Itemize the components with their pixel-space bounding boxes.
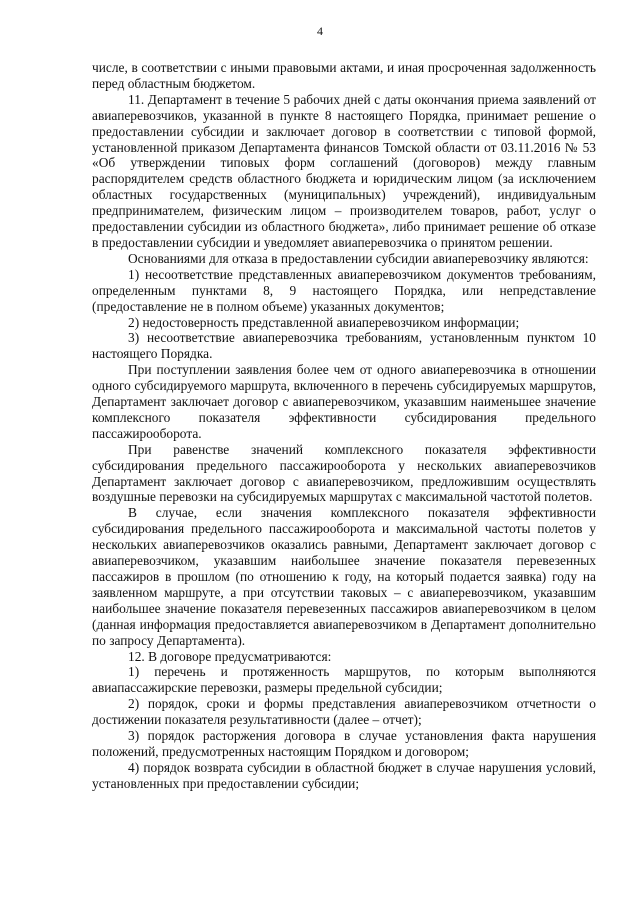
paragraph: При поступлении заявления более чем от одного авиаперевозчика в отношении одного субсидируемого маршрута, включенного в перечень субсидируемых маршрутов, Департамент заключает договор с авиаперевозчиком, указавшим наименьшее значение комплексного показателя эффективности субсидирования предельного пассажирооборота. bbox=[92, 362, 596, 441]
paragraph: При равенстве значений комплексного показателя эффективности субсидирования предельного пассажирооборота у нескольких авиаперевозчиков Департамент заключает договор с авиаперевозчиком, предложившим осуществлять воздушные перевозки на субсидируемых маршрутах с максимальной частотой полетов. bbox=[92, 441, 596, 505]
document-body bbox=[92, 60, 596, 792]
paragraph-item-11: 11. Департамент в течение 5 рабочих дней с даты окончания приема заявлений от авиаперевозчиков, указанной в пункте 8 настоящего Порядка, принимает решение о предоставлении субсидии и заключает договор в соответствии с типовой формой, установленной приказом Департамента финансов Томской области от 03.11.2016 № 53 «Об утверждении типовых форм соглашений (договоров) между главным распорядителем средств областного бюджета и юридическим лицом (за исключением областных государственных (муниципальных) учреждений), индивидуальным предпринимателем, физическим лицом – производителем товаров, работ, услуг о предоставлении субсидии из областного бюджета», либо принимает решение об отказе в предоставлении субсидии и уведомляет авиаперевозчика о принятом решении. bbox=[92, 91, 596, 250]
paragraph: Основаниями для отказа в предоставлении субсидии авиаперевозчику являются: bbox=[128, 250, 589, 266]
list-item: 2) недостоверность представленной авиаперевозчиком информации; bbox=[128, 314, 520, 330]
list-item: 4) порядок возврата субсидии в областной бюджет в случае нарушения условий, установленных при предоставлении субсидии; bbox=[92, 759, 596, 791]
paragraph: числе, в соответствии с иными правовыми актами, и иная просроченная задолженность перед областным бюджетом. bbox=[92, 60, 596, 91]
paragraph: В случае, если значения комплексного показателя эффективности субсидирования предельного пассажирооборота и максимальной частоты полетов у нескольких авиаперевозчиков оказались равными, Департамент заключает договор с авиаперевозчиком, указавшим наибольшее значение показателя перевезенных пассажиров в прошлом (по отношению к году, на который подается заявка) году на заявленном маршруте, а при отсутствии таковых – с авиаперевозчиком, указавшим наибольшее значение показателя перевезенных пассажиров авиаперевозчиком в целом (данная информация предоставляется авиаперевозчиком в Департамент дополнительно по запросу Департамента). bbox=[92, 505, 596, 648]
list-item: 3) несоответствие авиаперевозчика требованиям, установленным пунктом 10 настоящего Порядка. bbox=[92, 330, 596, 362]
list-item: 3) порядок расторжения договора в случае установления факта нарушения положений, предусмотренных настоящим Порядком и договором; bbox=[92, 728, 596, 759]
list-item: 1) несоответствие представленных авиаперевозчиком документов требованиям, определенным пунктами 8, 9 настоящего Порядка, или непредставление (предоставление не в полном объеме) указанных документов; bbox=[92, 266, 596, 314]
list-item: 2) порядок, сроки и формы представления авиаперевозчиком отчетности о достижении показателя результативности (далее – отчет); bbox=[92, 696, 596, 728]
page-number: 4 bbox=[317, 24, 323, 38]
paragraph-item-12: 12. В договоре предусматриваются: bbox=[128, 648, 332, 664]
list-item: 1) перечень и протяженность маршрутов, по которым выполняются авиапассажирские перевозки, размеры предельной субсидии; bbox=[92, 664, 596, 696]
